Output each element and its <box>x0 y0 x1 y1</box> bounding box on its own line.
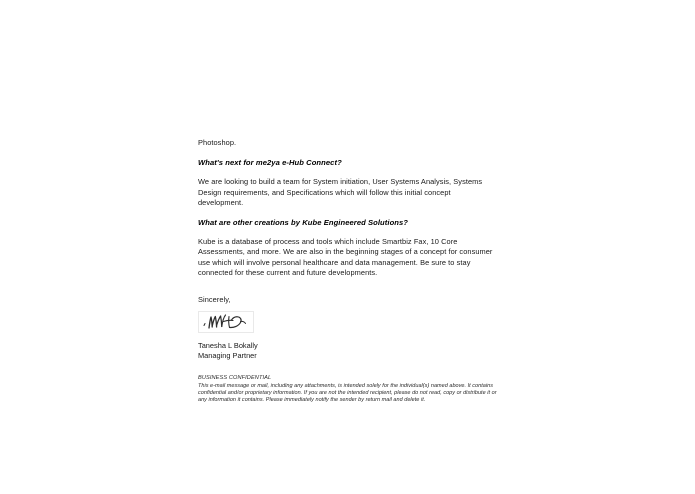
confidentiality-title: BUSINESS CONFIDENTIAL <box>198 375 272 382</box>
spacer <box>198 208 496 218</box>
section-heading-1: What's next for me2ya e-Hub Connect? <box>198 158 342 168</box>
section-body-2: Kube is a database of process and tools which include Smartbiz Fax, 10 Core Assessments, and more. We are also in the beginning stages of a concept for consumer use which will involve personal healthcare and data management. Be sure to stay connected for these current and future developments. <box>198 237 493 277</box>
spacer <box>198 168 496 177</box>
signature-image-container <box>198 311 254 333</box>
section-body-1: We are looking to build a team for System initiation, User Systems Analysis, Systems Design requirements, and Specifications which will follow this initial concept development. <box>198 177 483 207</box>
signature-image <box>198 311 254 333</box>
signer-title: Managing Partner <box>198 350 257 360</box>
closing-salutation: Sincerely, <box>198 295 231 305</box>
spacer <box>198 333 496 341</box>
spacer <box>198 228 496 237</box>
confidentiality-text: This e-mail message or mail, including any attachments, is intended solely for the individual(s) named above. It contains confidential and/or proprietary information. If you are not the intended recipient, please do not read, copy or distribute it or any information it contains. Please immediately notify the sender by return mail and delete it. <box>198 382 497 403</box>
spacer <box>198 278 496 295</box>
intro-line: Photoshop. <box>198 138 237 147</box>
section-heading-2: What are other creations by Kube Engineered Solutions? <box>198 218 409 228</box>
confidentiality-notice <box>198 375 498 403</box>
spacer <box>198 148 496 158</box>
letter-body <box>198 138 496 404</box>
signer-name: Tanesha L Bokally <box>198 341 258 351</box>
